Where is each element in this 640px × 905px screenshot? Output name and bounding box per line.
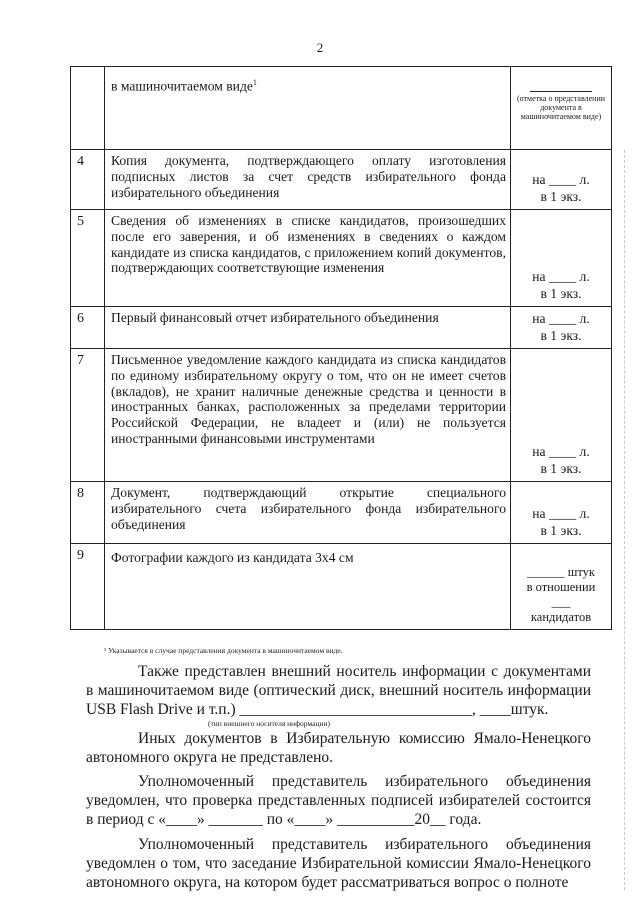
- paragraph-no-other-documents: Иных документов в Избирательную комиссию Ямало-Ненецкого автономного округа не представлено.: [86, 730, 591, 766]
- paragraph-meeting-notice: Уполномоченный представитель избирательного объединения уведомлен о том, что заседание Избирательной комиссии Ямало-Ненецкого автономного округа, на котором будет рассматриваться вопрос о полноте: [86, 836, 591, 891]
- footnote-ref: 1: [252, 78, 257, 87]
- mark-line: [530, 91, 592, 92]
- footnote: ¹ Указывается в случае представления документа в машиночитаемом виде.: [104, 646, 343, 655]
- copies-field: в 1 экз.: [540, 461, 582, 476]
- row-text: Сведения об изменениях в списке кандидатов, произошедших после его заверения, и об изменениях в сведениях о каждом кандидате из списка кандидатов, с приложением копий документов, подтверждающих соответствующие изменения: [105, 210, 511, 307]
- row-number: 8: [71, 482, 105, 544]
- row-number: 6: [71, 307, 105, 349]
- row-text: Первый финансовый отчет избирательного объединения: [105, 307, 511, 349]
- row-number: 9: [71, 544, 105, 630]
- documents-table: [70, 66, 612, 630]
- row-number: 7: [71, 349, 105, 482]
- mark-caption: (отметка о представлении документа в машиночитаемом виде): [516, 94, 606, 121]
- table-row: [71, 150, 612, 210]
- row-number: 4: [71, 150, 105, 210]
- pages-field: на ____ л.: [532, 311, 590, 326]
- row-text: Документ, подтверждающий открытие специального избирательного счета избирательного фонда избирательного объединения: [105, 482, 511, 544]
- photo-count-field: ______ штук: [527, 565, 595, 579]
- pages-field: на ____ л.: [532, 506, 590, 521]
- pages-field: на ____ л.: [532, 444, 590, 459]
- photo-blank-field: ___: [551, 595, 571, 609]
- table-row: [71, 349, 612, 482]
- paragraph-signature-check: Уполномоченный представитель избирательного объединения уведомлен, что проверка представленных подписей избирателей состоится в период с «____» _______ по «____» __________20__ года.: [86, 773, 591, 828]
- pages-field: на ____ л.: [532, 269, 590, 284]
- row-number: 5: [71, 210, 105, 307]
- row-text: Письменное уведомление каждого кандидата из списка кандидатов по единому избирательному округу о том, что он не имеет счетов (вкладов), не хранит наличные денежные средства и ценности в иностранных банках, расположенных за пределами территории Российской Федерации, не владеет и (или) не пользуется иностранными финансовыми инструментами: [105, 349, 511, 482]
- photo-candidates-label: кандидатов: [530, 610, 592, 624]
- table-row: [71, 482, 612, 544]
- copies-field: в 1 экз.: [540, 286, 582, 301]
- copies-field: в 1 экз.: [540, 328, 582, 343]
- row-text: в машиночитаемом виде: [111, 78, 253, 94]
- copies-field: в 1 экз.: [540, 523, 582, 538]
- page-number: 2: [316, 40, 324, 55]
- photo-relation-label: в отношении: [526, 580, 596, 594]
- copies-field: в 1 экз.: [540, 189, 582, 204]
- paragraph-external-media: Также представлен внешний носитель информации с документами в машиночитаемом виде (оптический диск, внешний носитель информации USB Flash Drive и т.п.) ______________________________, ____штук.: [86, 663, 591, 718]
- pages-field: на ____ л.: [532, 172, 590, 187]
- media-type-caption: (тип внешнего носителя информации): [208, 719, 330, 728]
- table-row: [71, 210, 612, 307]
- table-row: [71, 67, 612, 150]
- row-text: Копия документа, подтверждающего оплату изготовления подписных листов за счет средств избирательного фонда избирательного объединения: [105, 150, 511, 210]
- table-row: [71, 307, 612, 349]
- scan-edge-line: [624, 150, 626, 890]
- row-text: Фотографии каждого из кандидата 3х4 см: [105, 544, 511, 630]
- table-row: [71, 544, 612, 630]
